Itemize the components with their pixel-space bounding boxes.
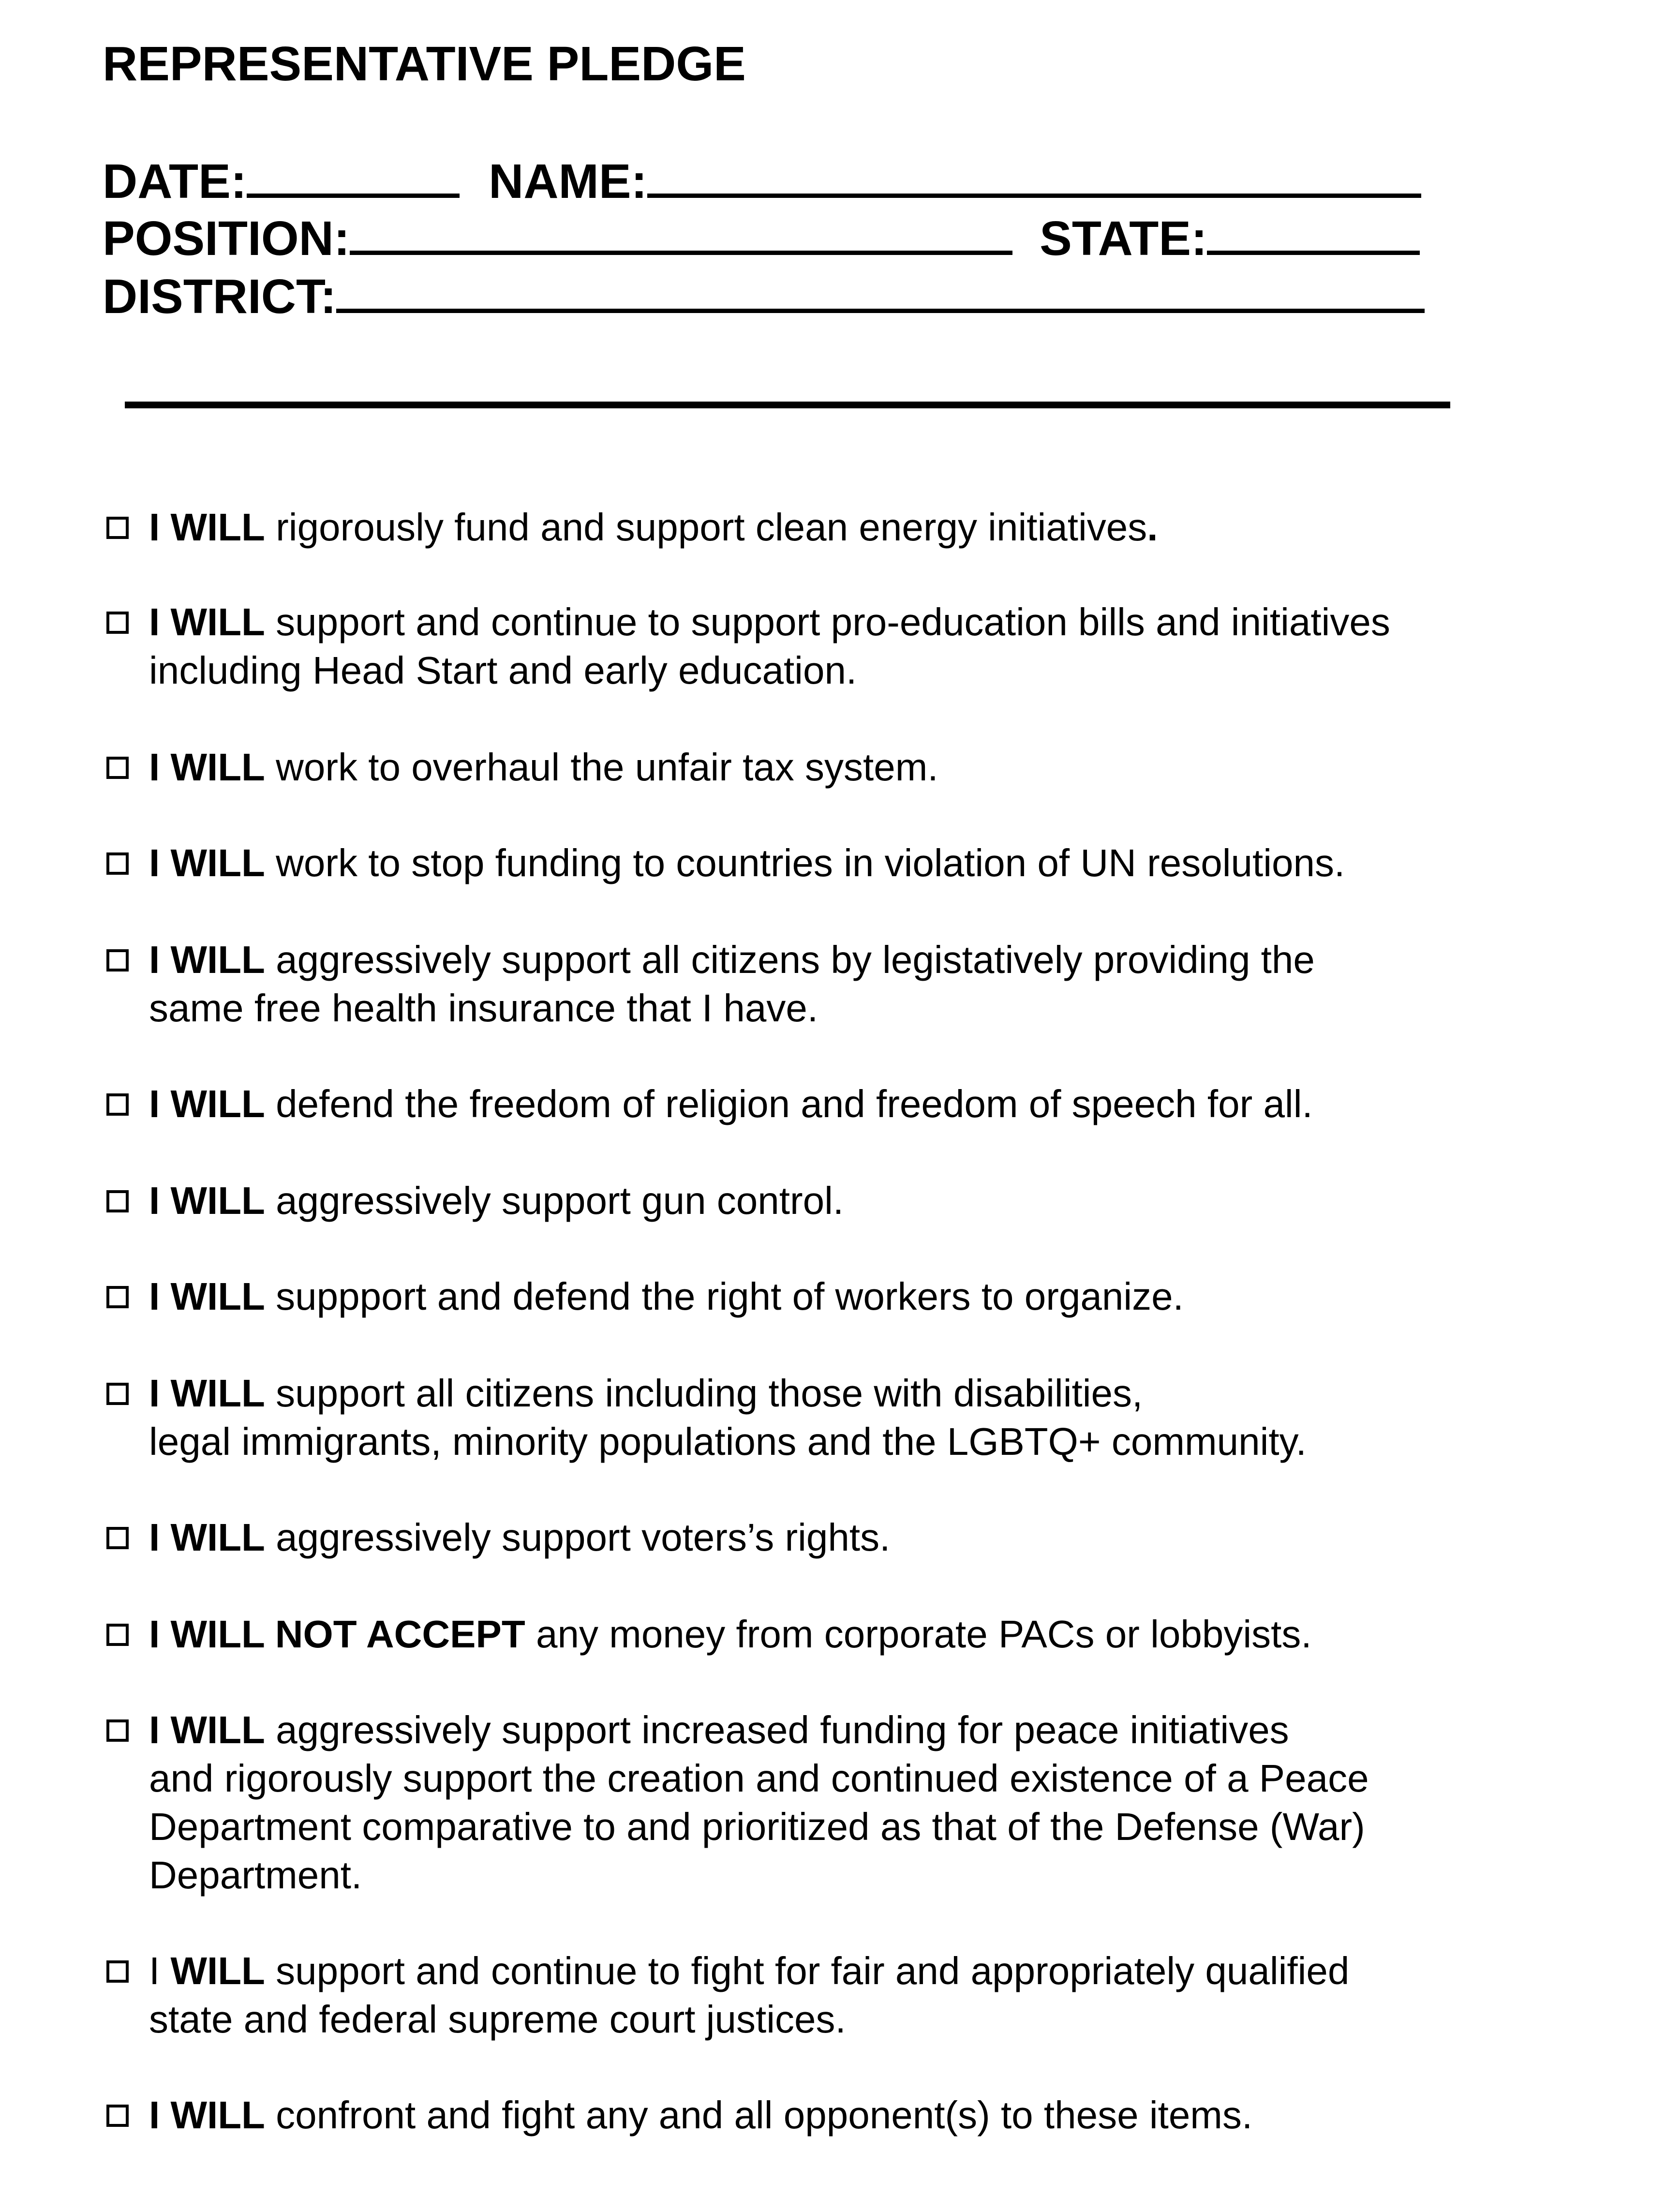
pledge-text: suppport and defend the right of workers to organize. bbox=[265, 1275, 1184, 1318]
pledge-item bbox=[103, 839, 1573, 887]
pledge-text-line: Department. bbox=[149, 1853, 362, 1897]
pledge-text: support all citizens including those with disabilities, bbox=[265, 1372, 1143, 1415]
pledge-checkbox[interactable] bbox=[106, 1527, 129, 1549]
pledge-checkbox[interactable] bbox=[106, 852, 129, 875]
pledge-text-line: Department comparative to and prioritized as that of the Defense (War) bbox=[149, 1805, 1365, 1848]
separator-line bbox=[125, 402, 1450, 408]
pledge-lead: I WILL bbox=[149, 841, 265, 884]
pledge-item bbox=[103, 2091, 1573, 2139]
pledge-text-line: state and federal supreme court justices. bbox=[149, 1998, 846, 2041]
pledge-lead: WILL bbox=[170, 1949, 265, 1992]
pledge-text: confront and fight any and all opponent(s) to these items. bbox=[265, 2093, 1253, 2137]
pledge-text: rigorously fund and support clean energy initiatives bbox=[265, 506, 1147, 549]
pledge-checkbox[interactable] bbox=[106, 2105, 129, 2127]
name-field[interactable] bbox=[647, 149, 1421, 198]
pledge-lead: I WILL NOT ACCEPT bbox=[149, 1613, 525, 1656]
pledge-text-line: same free health insurance that I have. bbox=[149, 986, 818, 1030]
pledge-item bbox=[103, 1947, 1573, 2044]
pledge-text: support and continue to fight for fair and appropriately qualified bbox=[265, 1949, 1350, 1992]
pledge-checkbox[interactable] bbox=[106, 757, 129, 779]
pledge-item bbox=[103, 1177, 1573, 1225]
pledge-lead: I WILL bbox=[149, 1516, 265, 1559]
pledge-item bbox=[103, 743, 1573, 792]
pledge-text: work to overhaul the unfair tax system. bbox=[265, 746, 938, 789]
pledge-text: aggressively support increased funding for peace initiatives bbox=[265, 1708, 1289, 1751]
pledge-text: aggressively support voters’s rights. bbox=[265, 1516, 891, 1559]
pledge-checkbox[interactable] bbox=[106, 1286, 129, 1308]
date-label: DATE: bbox=[103, 154, 247, 209]
pledge-text: aggressively support gun control. bbox=[265, 1179, 844, 1222]
pledge-text: any money from corporate PACs or lobbyists. bbox=[525, 1613, 1312, 1656]
pledge-text: support and continue to support pro-education bills and initiatives bbox=[265, 600, 1390, 643]
pledge-checkbox[interactable] bbox=[106, 1190, 129, 1212]
pledge-item bbox=[103, 1610, 1573, 1659]
pledge-item bbox=[103, 598, 1573, 695]
position-state-row bbox=[103, 206, 1420, 268]
pledge-item bbox=[103, 1080, 1573, 1128]
pledge-text: work to stop funding to countries in violation of UN resolutions. bbox=[265, 841, 1345, 884]
pledge-checkbox[interactable] bbox=[106, 1960, 129, 1983]
name-label: NAME: bbox=[489, 154, 647, 209]
pledge-item bbox=[103, 1272, 1573, 1321]
pledge-lead: I WILL bbox=[149, 1082, 265, 1125]
state-field[interactable] bbox=[1207, 206, 1420, 255]
state-label: STATE: bbox=[1040, 211, 1207, 266]
pledge-item bbox=[103, 936, 1573, 1032]
pledge-item bbox=[103, 1369, 1573, 1466]
pledge-item bbox=[103, 1513, 1573, 1562]
pledge-lead: I WILL bbox=[149, 1708, 265, 1751]
page-title: REPRESENTATIVE PLEDGE bbox=[103, 37, 746, 91]
pledge-text: aggressively support all citizens by legistatively providing the bbox=[265, 938, 1315, 981]
pledge-lead: I WILL bbox=[149, 2093, 265, 2137]
pledge-item bbox=[103, 503, 1573, 552]
district-row bbox=[103, 264, 1425, 326]
pledge-checkbox[interactable] bbox=[106, 1383, 129, 1405]
pledge-text-line: legal immigrants, minority populations and the LGBTQ+ community. bbox=[149, 1420, 1307, 1463]
position-label: POSITION: bbox=[103, 211, 350, 266]
pledge-item bbox=[103, 1706, 1573, 1899]
pledge-lead: I WILL bbox=[149, 746, 265, 789]
pledge-tail: . bbox=[1147, 506, 1158, 549]
pledge-lead: I WILL bbox=[149, 600, 265, 643]
pledge-checkbox[interactable] bbox=[106, 1719, 129, 1742]
pledge-checkbox[interactable] bbox=[106, 1093, 129, 1116]
district-label: DISTRICT: bbox=[103, 269, 337, 324]
pledge-lead: I WILL bbox=[149, 938, 265, 981]
district-field[interactable] bbox=[336, 264, 1425, 313]
pledge-checkbox[interactable] bbox=[106, 1624, 129, 1646]
pledge-text-line: including Head Start and early education. bbox=[149, 649, 857, 692]
position-field[interactable] bbox=[350, 206, 1012, 255]
pledge-checkbox[interactable] bbox=[106, 517, 129, 539]
pledge-lead: I WILL bbox=[149, 1372, 265, 1415]
pledge-lead-light: I bbox=[149, 1949, 171, 1992]
pledge-lead: I WILL bbox=[149, 1179, 265, 1222]
pledge-lead: I WILL bbox=[149, 506, 265, 549]
pledge-checkbox[interactable] bbox=[106, 612, 129, 634]
date-name-row bbox=[103, 149, 1421, 210]
pledge-checkbox[interactable] bbox=[106, 949, 129, 971]
date-field[interactable] bbox=[247, 149, 460, 198]
pledge-text-line: and rigorously support the creation and continued existence of a Peace bbox=[149, 1757, 1369, 1800]
pledge-text: defend the freedom of religion and freedom of speech for all. bbox=[265, 1082, 1313, 1125]
pledge-lead: I WILL bbox=[149, 1275, 265, 1318]
